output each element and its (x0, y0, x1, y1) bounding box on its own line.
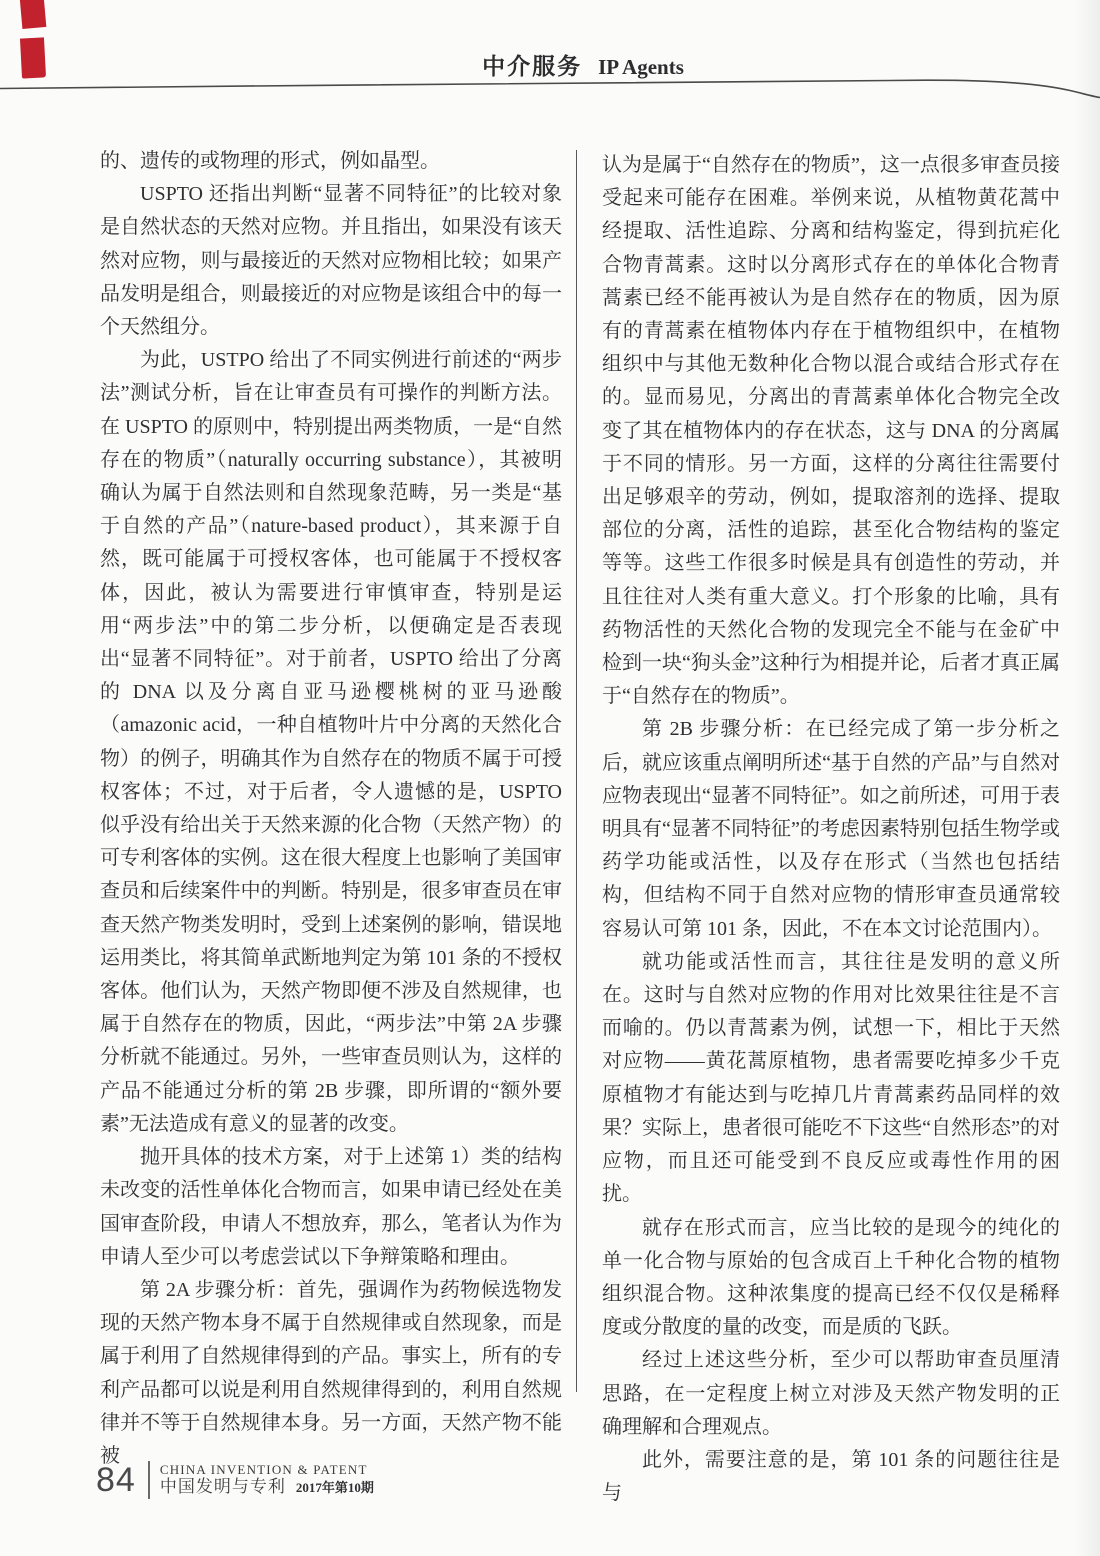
section-title-cn: 中介服务 (482, 54, 583, 79)
red-edge-mark-top (20, 0, 47, 29)
left-column (100, 145, 562, 1473)
page-footer (96, 1461, 374, 1499)
paragraph: USPTO 还指出判断“显著不同特征”的比较对象是自然状态的天然对应物。并且指出，如果没有该天然对应物，则与最接近的天然对应物相比较；如果产品发明是组合，则最接近的对应物是该组合中的每一个天然组分。 (100, 183, 562, 339)
paragraph: 的、遗传的或物理的形式，例如晶型。 (100, 150, 440, 172)
section-title-en: IP Agents (598, 55, 684, 79)
journal-name-cn: 中国发明与专利 (159, 1477, 286, 1496)
footer-divider (148, 1461, 150, 1499)
paragraph: 抛开具体的技术方案，对于上述第 1）类的结构未改变的活性单体化合物而言，如果申请已经处在美国审查阶段，申请人不想放弃，那么，笔者认为作为申请人至少可以考虑尝试以下争辩策略和理由。 (100, 1146, 562, 1268)
header-rule (0, 76, 1100, 102)
paragraph: 第 2B 步骤分析：在已经完成了第一步分析之后，就应该重点阐明所述“基于自然的产品”与自然对应物表现出“显著不同特征”。如之前所述，可用于表明具有“显著不同特征”的考虑因素特别包括生物学或药学功能或活性，以及存在形式（当然也包括结构，但结构不同于自然对应物的情形审查员通常较容易认可第 101 条，因此，不在本文讨论范围内）。 (602, 718, 1060, 940)
column-divider (576, 150, 577, 1392)
scan-edge-shadow (1074, 0, 1100, 1556)
paragraph: 经过上述这些分析，至少可以帮助审查员厘清思路，在一定程度上树立对涉及天然产物发明的正确理解和合理观点。 (602, 1349, 1060, 1438)
journal-info (160, 1462, 374, 1498)
paragraph: 第 2A 步骤分析：首先，强调作为药物候选物发现的天然产物本身不属于自然规律或自然现象，而是属于利用了自然规律得到的产品。事实上，所有的专利产品都可以说是利用自然规律得到的，利用自然规律并不等于自然规律本身。另一方面，天然产物不能被 (100, 1278, 562, 1467)
paragraph: 就存在形式而言，应当比较的是现今的纯化的单一化合物与原始的包含成百上千种化合物的植物组织混合物。这种浓集度的提高已经不仅仅是稀释度或分散度的量的改变，而是质的飞跃。 (602, 1216, 1060, 1339)
page-number: 84 (96, 1461, 136, 1499)
issue-label: 2017年第10期 (295, 1480, 374, 1495)
paragraph: 此外，需要注意的是，第 101 条的问题往往是与 (602, 1448, 1060, 1505)
paragraph: 认为是属于“自然存在的物质”，这一点很多审查员接受起来可能存在困难。举例来说，从植物黄花蒿中经提取、活性追踪、分离和结构鉴定，得到抗疟化合物青蒿素。这时以分离形式存在的单体化合物青蒿素已经不能再被认为是自然存在的物质，因为原有的青蒿素在植物体内存在于植物组织中，在植物组织中与其他无数种化合物以混合或结合形式存在的。显而易见，分离出的青蒿素单体化合物完全改变了其在植物体内的存在状态，这与 DNA 的分离属于不同的情形。另一方面，这样的分离往往需要付出足够艰辛的劳动，例如，提取溶剂的选择、提取部位的分离，活性的追踪，甚至化合物结构的鉴定等等。这些工作很多时候是具有创造性的劳动，并且往往对人类有重大意义。打个形象的比喻，具有药物活性的天然化合物的发现完全不能与在金矿中检到一块“狗头金”这种行为相提并论，后者才真正属于“自然存在的物质”。 (602, 154, 1060, 708)
right-column (602, 149, 1060, 1510)
journal-name-en: CHINA INVENTION & PATENT (159, 1462, 368, 1477)
paragraph: 就功能或活性而言，其往往是发明的意义所在。这时与自然对应物的作用对比效果往往是不言而喻的。仍以青蒿素为例，试想一下，相比于天然对应物——黄花蒿原植物，患者需要吃掉多少千克原植物才有能达到与吃掉几片青蒿素药品同样的效果？实际上，患者很可能吃不下这些“自然形态”的对应物，而且还可能受到不良反应或毒性作用的困扰。 (602, 950, 1060, 1206)
paragraph: 为此，USTPO 给出了不同实例进行前述的“两步法”测试分析，旨在让审查员有可操作的判断方法。在 USPTO 的原则中，特别提出两类物质，一是“自然存在的物质”（naturally occurring substance），其被明确认为属于自然法则和自然现象范畴，另一类是“基于自然的产品”（nature-based product），其来源于自然，既可能属于可授权客体，也可能属于不授权客体，因此，被认为需要进行审慎审查，特别是运用“两步法”中的第二步分析，以便确定是否表现出“显著不同特征”。对于前者，USPTO 给出了分离的 DNA 以及分离自亚马逊樱桃树的亚马逊酸（amazonic acid，一种自植物叶片中分离的天然化合物）的例子，明确其作为自然存在的物质不属于可授权客体；不过，对于后者，令人遗憾的是，USPTO 似乎没有给出关于天然来源的化合物（天然产物）的可专利客体的实例。这在很大程度上也影响了美国审查员和后续案件中的判断。特别是，很多审查员在审查天然产物类发明时，受到上述案例的影响，错误地运用类比，将其简单武断地判定为第 101 条的不授权客体。他们认为，天然产物即便不涉及自然规律，也属于自然存在的物质，因此，“两步法”中第 2A 步骤分析就不能通过。另外，一些审查员则认为，这样的产品不能通过分析的第 2B 步骤，即所谓的“额外要素”无法造成有意义的显著的改变。 (100, 349, 562, 1135)
